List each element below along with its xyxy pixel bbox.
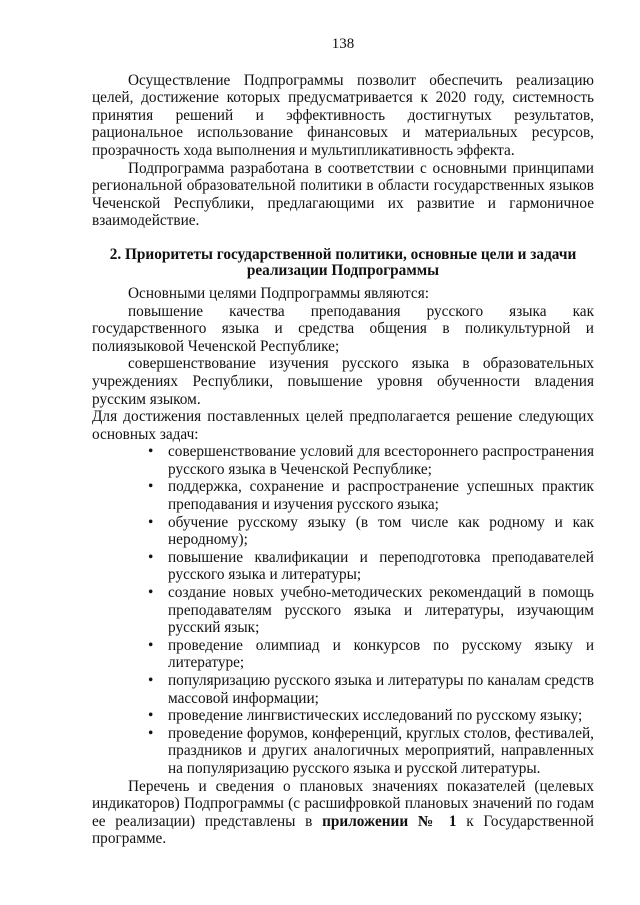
- closing-text-start: Перечень и сведения о плановых значениях показателей (целевых индикаторов) Подпрограммы (с расшифровкой плановых значений по годам ее реализации) представлены в: [92, 777, 594, 830]
- goal-paragraph-1: повышение качества преподавания русского языка как государственного языка и средства общения в поликультурной и полиязыковой Чеченской Республике;: [92, 302, 594, 355]
- list-item-text: популяризацию русского языка и литературы по каналам средств массовой информации;: [168, 672, 594, 707]
- list-item-text: проведение лингвистических исследований по русскому языку;: [168, 707, 583, 725]
- section-heading-line-1: 2. Приоритеты государственной политики, основные цели и задачи: [109, 245, 577, 263]
- list-item: [148, 636, 594, 672]
- list-item: [148, 513, 594, 549]
- goal-paragraph-2: совершенствование изучения русского языка в образовательных учреждениях Республики, повышение уровня обученности владения русским языком.: [92, 355, 594, 408]
- bullet-icon: •: [148, 548, 154, 566]
- list-item: [148, 548, 594, 584]
- list-item: [148, 707, 594, 725]
- bullet-icon: •: [148, 672, 154, 689]
- list-item: [148, 724, 594, 778]
- page-number: 138: [331, 36, 355, 52]
- section-heading-line-2: реализации Подпрограммы: [246, 261, 440, 279]
- tasks-intro: Для достижения поставленных целей предполагается решение следующих основных задач:: [92, 408, 594, 443]
- list-item: [148, 443, 594, 478]
- bullet-icon: •: [148, 707, 154, 725]
- list-item-text: совершенствование условий для всестороннего распространения русского языка в Чеченской Республике;: [168, 443, 594, 478]
- list-item: [148, 672, 594, 707]
- intro-paragraph-2: Подпрограмма разработана в соответствии с основными принципами региональной образовательной политики в области государственных языков Чеченской Республики, предлагающими их развитие и гармоничное взаимодействие.: [92, 159, 594, 230]
- list-item-text: проведение форумов, конференций, круглых столов, фестивалей, праздников и других аналогичных мероприятий, направленных на популяризацию русского языка и русской литературы.: [168, 724, 594, 777]
- document-page: [92, 36, 594, 848]
- intro-paragraph-1: Осуществление Подпрограммы позволит обеспечить реализацию целей, достижение которых предусматривается к 2020 году, системность принятия решений и эффективность достигнутых результатов, рациональное использование финансовых и материальных ресурсов, прозрачность хода выполнения и мультипликативность эффекта.: [92, 71, 594, 159]
- list-item-text: повышение квалификации и переподготовка преподавателей русского языка и литературы;: [168, 548, 594, 584]
- goals-intro: Основными целями Подпрограммы являются:: [128, 284, 429, 302]
- bullet-icon: •: [148, 724, 154, 742]
- appendix-reference: приложении № 1: [322, 812, 457, 830]
- bullet-icon: •: [148, 636, 154, 654]
- bullet-icon: •: [148, 513, 154, 531]
- closing-paragraph: [92, 778, 594, 848]
- closing-text-end: к Государственной программе.: [92, 812, 594, 848]
- bullet-icon: •: [148, 478, 154, 496]
- list-item-text: обучение русскому языку (в том числе как родному и как неродному);: [168, 513, 594, 549]
- list-item-text: создание новых учебно-методических рекомендаций в помощь преподавателям русского языка и литературы, изучающим русский язык;: [168, 584, 594, 637]
- list-item-text: проведение олимпиад и конкурсов по русскому языку и литературе;: [168, 636, 594, 672]
- bullet-icon: •: [148, 443, 154, 461]
- bullet-icon: •: [148, 584, 154, 602]
- list-item-text: поддержка, сохранение и распространение успешных практик преподавания и изучения русского языка;: [168, 478, 594, 514]
- list-item: [148, 584, 594, 637]
- section-heading: [92, 247, 594, 279]
- task-list: [92, 443, 594, 777]
- list-item: [148, 478, 594, 514]
